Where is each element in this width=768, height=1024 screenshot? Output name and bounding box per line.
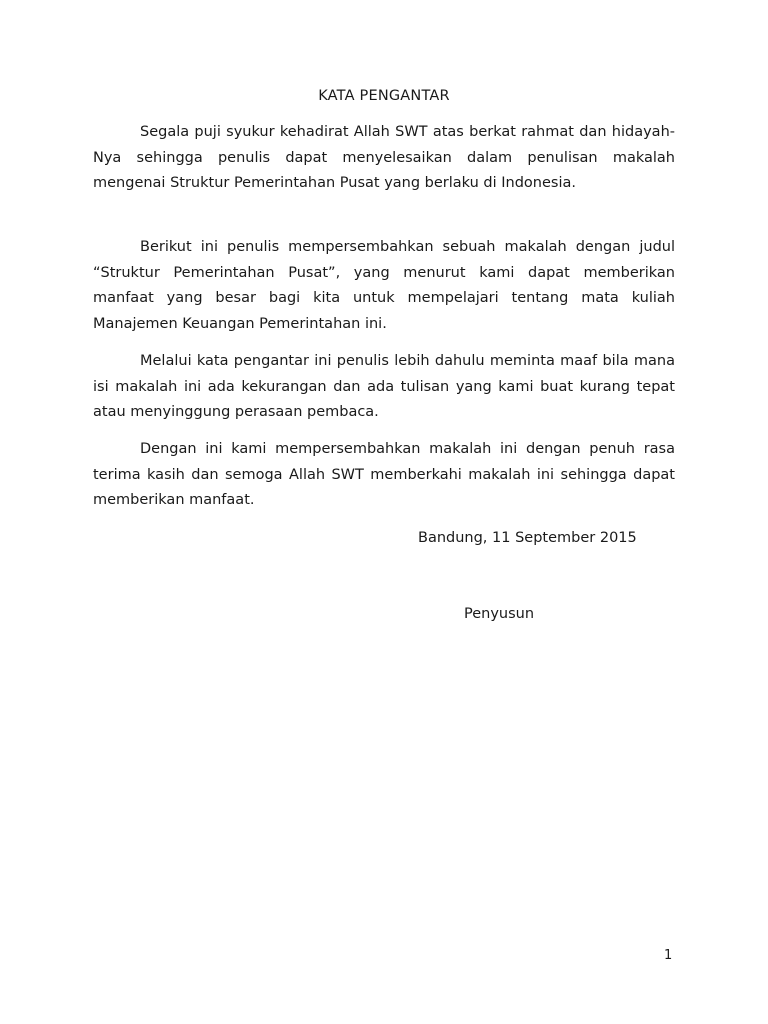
paragraph-1: Segala puji syukur kehadirat Allah SWT atas berkat rahmat dan hidayah-Nya sehingga penulis dapat menyelesaikan dalam penulisan makalah mengenai Struktur Pemerintahan Pusat yang berlaku di Indonesia. — [93, 124, 675, 192]
paragraph-3: Melalui kata pengantar ini penulis lebih dahulu meminta maaf bila mana isi makalah ini ada kekurangan dan ada tulisan yang kami buat kurang tepat atau menyinggung perasaan pembaca. — [93, 353, 675, 421]
page-number: 1 — [664, 948, 673, 963]
signer-label: Penyusun — [464, 606, 535, 622]
document-title: KATA PENGANTAR — [318, 88, 450, 104]
paragraph-2: Berikut ini penulis mempersembahkan sebuah makalah dengan judul “Struktur Pemerintahan Pusat”, yang menurut kami dapat memberikan manfaat yang besar bagi kita untuk mempelajari tentang mata kuliah Manajemen Keuangan Pemerintahan ini. — [93, 239, 675, 333]
paragraph-4: Dengan ini kami mempersembahkan makalah ini dengan penuh rasa terima kasih dan semoga Allah SWT memberkahi makalah ini sehingga dapat memberikan manfaat. — [93, 441, 675, 509]
place-date: Bandung, 11 September 2015 — [418, 530, 637, 546]
